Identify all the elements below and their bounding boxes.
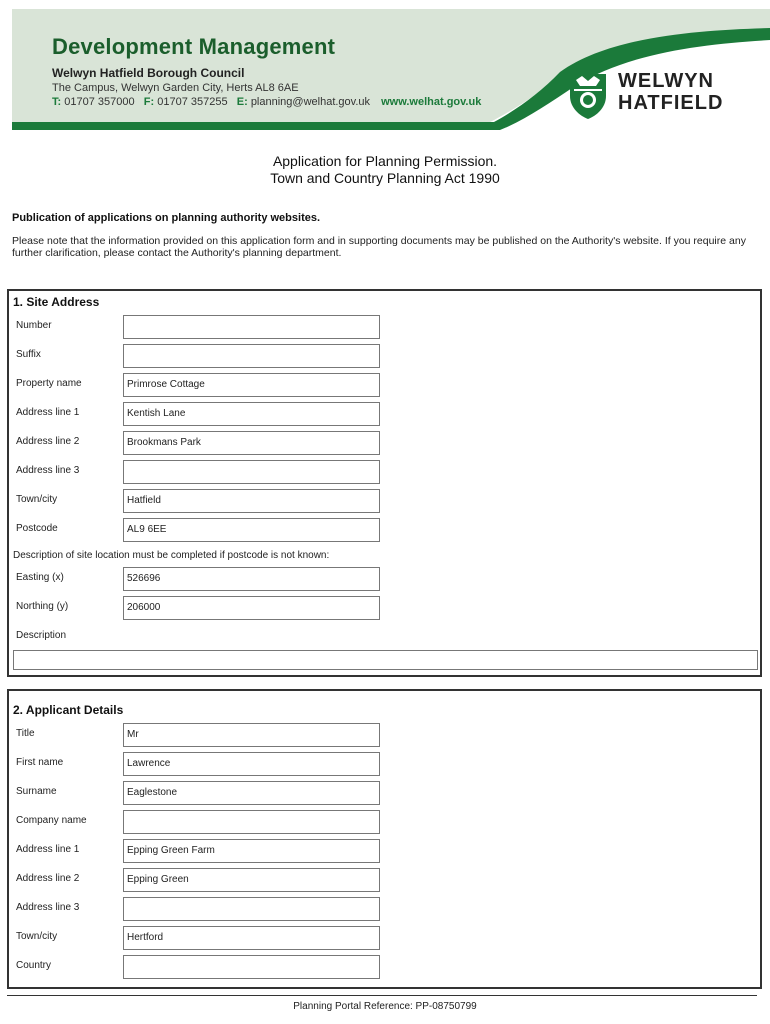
form-row [9, 373, 760, 397]
contact-line [52, 96, 481, 108]
email-label: E: [236, 96, 248, 108]
number-field[interactable] [123, 315, 380, 339]
field-label: Address line 2 [16, 873, 80, 884]
field-label: Number [16, 320, 52, 331]
field-label: Postcode [16, 523, 58, 534]
form-row [9, 926, 760, 950]
address-line-3-field[interactable] [123, 460, 380, 484]
document-title [0, 153, 770, 187]
form-row [9, 781, 760, 805]
title-field[interactable]: Mr [123, 723, 380, 747]
council-address: The Campus, Welwyn Garden City, Herts AL8 6AE [52, 82, 299, 94]
publication-heading: Publication of applications on planning authority websites. [12, 212, 321, 224]
shield-icon [568, 70, 608, 120]
address-line-2-field[interactable]: Brookmans Park [123, 431, 380, 455]
form-row [9, 402, 760, 426]
site-address-section [7, 289, 762, 677]
address-line-1-field[interactable]: Kentish Lane [123, 402, 380, 426]
form-row [9, 489, 760, 513]
form-row [9, 518, 760, 542]
section-title: 1. Site Address [13, 295, 100, 309]
form-row [9, 839, 760, 863]
applicant-address-line-1-field[interactable]: Epping Green Farm [123, 839, 380, 863]
council-name: Welwyn Hatfield Borough Council [52, 66, 245, 80]
fax-label: F: [143, 96, 155, 108]
field-label: Town/city [16, 494, 58, 505]
portal-reference: Planning Portal Reference: PP-08750799 [293, 1001, 477, 1012]
logo-line2: HATFIELD [618, 92, 724, 114]
field-label: Address line 3 [16, 465, 80, 476]
field-label: Country [16, 960, 52, 971]
property-name-field[interactable]: Primrose Cottage [123, 373, 380, 397]
easting-field[interactable]: 526696 [123, 567, 380, 591]
field-label: Surname [16, 786, 57, 797]
form-row [9, 344, 760, 368]
field-label: Northing (y) [16, 601, 69, 612]
field-label: Property name [16, 378, 82, 389]
form-row [9, 868, 760, 892]
postcode-field[interactable]: AL9 6EE [123, 518, 380, 542]
title-line1: Application for Planning Permission. [272, 153, 498, 169]
applicant-details-section [7, 689, 762, 989]
publication-note: Please note that the information provided on this application form and in supporting documents may be published on the Authority's website. If you require any further clarification, please contact the Authority's planning department. [12, 235, 746, 259]
first-name-field[interactable]: Lawrence [123, 752, 380, 776]
form-row [9, 431, 760, 455]
field-label: Easting (x) [16, 572, 64, 583]
field-label: Address line 1 [16, 844, 80, 855]
form-row [9, 460, 760, 484]
form-row [9, 596, 760, 620]
applicant-town-city-field[interactable]: Hertford [123, 926, 380, 950]
suffix-field[interactable] [123, 344, 380, 368]
logo-line1: WELWYN [618, 70, 714, 92]
field-label: Address line 1 [16, 407, 80, 418]
surname-field[interactable]: Eaglestone [123, 781, 380, 805]
company-name-field[interactable] [123, 810, 380, 834]
website-link[interactable]: www.welhat.gov.uk [381, 96, 482, 108]
form-row [9, 955, 760, 979]
header-title: Development Management [52, 34, 336, 59]
form-row [9, 897, 760, 921]
field-label: Address line 3 [16, 902, 80, 913]
applicant-address-line-3-field[interactable] [123, 897, 380, 921]
header-banner [0, 0, 770, 140]
field-label: Company name [16, 815, 87, 826]
tel-number: 01707 357000 [64, 96, 135, 108]
form-row [9, 723, 760, 747]
form-row [9, 810, 760, 834]
field-label: Suffix [16, 349, 41, 360]
field-label: Town/city [16, 931, 58, 942]
field-label: Address line 2 [16, 436, 80, 447]
section-title: 2. Applicant Details [13, 703, 124, 717]
form-row [9, 567, 760, 591]
field-label: First name [16, 757, 64, 768]
council-logo [568, 70, 738, 122]
form-row [9, 752, 760, 776]
country-field[interactable] [123, 955, 380, 979]
field-label: Title [16, 728, 35, 739]
applicant-address-line-2-field[interactable]: Epping Green [123, 868, 380, 892]
location-note: Description of site location must be completed if postcode is not known: [13, 550, 330, 561]
title-line2: Town and Country Planning Act 1990 [270, 170, 500, 186]
form-row [9, 315, 760, 339]
tel-label: T: [52, 96, 62, 108]
email-link[interactable]: planning@welhat.gov.uk [250, 96, 371, 108]
description-field[interactable] [13, 650, 758, 670]
fax-number: 01707 357255 [157, 96, 228, 108]
town-city-field[interactable]: Hatfield [123, 489, 380, 513]
northing-field[interactable]: 206000 [123, 596, 380, 620]
footer-divider [7, 995, 757, 996]
description-label: Description [16, 630, 67, 641]
